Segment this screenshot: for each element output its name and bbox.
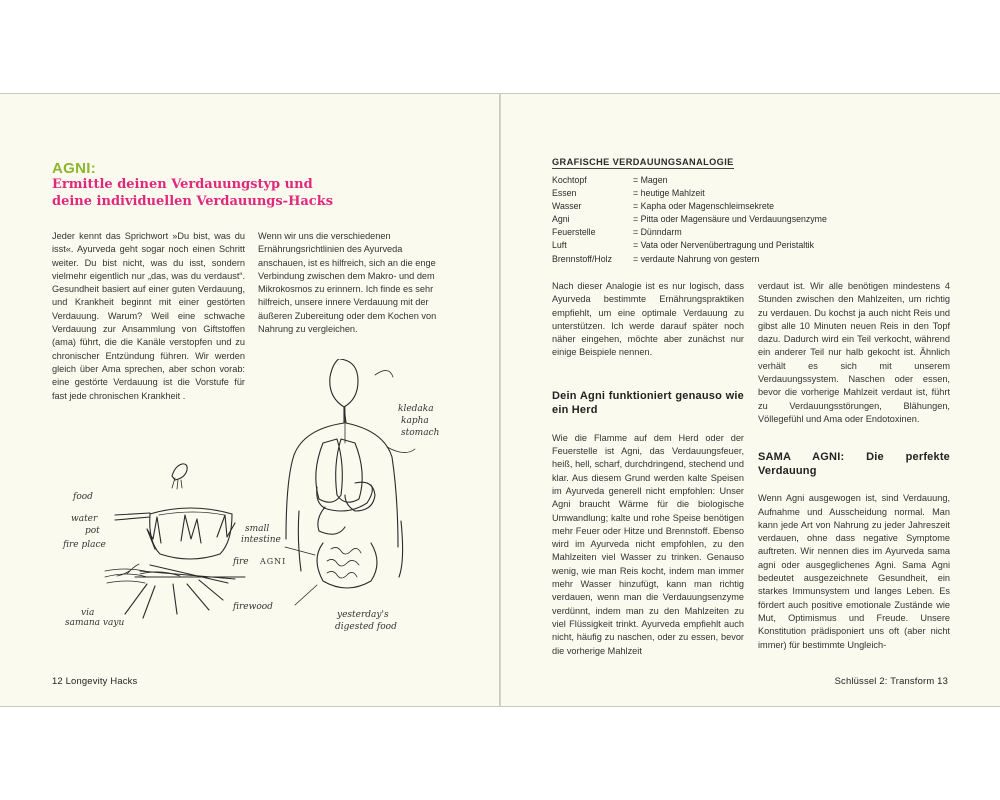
paragraph: Wenn wir uns die verschiedenen Ernährungsrichtlinien des Ayurveda anschauen, ist es hilfreich, sich an die enge Verbindung zwischen dem Makro- und dem Mikrokosmos zu erinnern. Ich finde es sehr hilfreich, unsere innere Verdauung mit der äußeren Zubereitung oder dem Kochen von Nahrung zu vergleichen. bbox=[258, 231, 437, 335]
subheading: SAMA AGNI: Die perfekte Verdauung bbox=[758, 451, 950, 478]
analogy-row: Wasser = Kapha oder Magenschleimsekrete bbox=[552, 201, 775, 212]
headline-line-1: Ermittle deinen Verdauungstyp und bbox=[52, 177, 313, 192]
body-column-3 bbox=[552, 280, 744, 658]
label-food: food bbox=[73, 492, 93, 502]
label-kledaka: kledaka bbox=[398, 404, 434, 414]
label-intestine: intestine bbox=[241, 535, 281, 545]
label-fire-place: fire place bbox=[63, 540, 106, 550]
paragraph: Wie die Flamme auf dem Herd oder der Feuerstelle ist Agni, das Verdauungsfeuer, heiß, hell, scharf, durchdringend, stechend und klar. Aus diesem Grund werden kalte Speisen im Ayurveda generell nicht empfohlen: Unser Agni braucht Wärme für die biologische Umwandlung; kalte und rohe Speise benötigen mehr Feuer oder Hitze und Brennstoff. Ebenso wird im Ayurveda nicht empfohlen, zu den Mahlzeiten viel Wasser zu trinken. Genauso wenig, wie man Reis kocht, indem man immer mehr Wasser hinzufügt, kann man richtig verdauen, wenn man die Verdauungsenzyme verdünnt, indem man zu den Mahlzeiten zu viel Flüssigkeit trinkt. Ayurveda empfiehlt auch nicht, häufig zu naschen, oder zu essen, bevor die vorherige Mahlzeit bbox=[552, 432, 744, 656]
analogy-row: Feuerstelle = Dünndarm bbox=[552, 227, 682, 238]
analogy-row: Brennstoff/Holz = verdaute Nahrung von gestern bbox=[552, 253, 760, 264]
analogy-row: Kochtopf = Magen bbox=[552, 175, 668, 185]
analogy-title: GRAFISCHE VERDAUUNGSANALOGIE bbox=[552, 157, 734, 167]
label-yesterdays: yesterday's bbox=[337, 610, 389, 620]
headline-line-2: deine individuellen Verdauungs-Hacks bbox=[52, 194, 334, 209]
left-page bbox=[0, 93, 500, 707]
paragraph: verdaut ist. Wir alle benötigen mindestens 4 Stunden zwischen den Mahlzeiten, um richtig zu verdauen. Du kochst ja auch nicht Reis und gibst alle 10 Minuten neuen Reis in den Topf dazu. Dadurch wird ein Teil verkocht, während ein anderer Teil nur halb gekocht ist. Ähnlich verhält es sich mit unserem Verdauungssystem. Naschen oder essen, bevor die vorherige Mahlzeit verdaut ist, führt zu Verdauungsstörungen, Blähungen, Völlegefühl und Ama oder Endotoxinen. bbox=[758, 281, 950, 424]
body-column-4 bbox=[758, 280, 950, 652]
paragraph: Wenn Agni ausgewogen ist, sind Verdauung, Aufnahme und Ausscheidung normal. Man kann jede Art von Nahrung zu jeder Jahreszeit verdauen, ohne dass negative Symptome auftreten. Wir nennen dies im Ayurveda sama agni oder ausgeglichenes Agni. Sama Agni bedeutet ausgezeichnete Gesundheit, ein starkes Immunsystem und langes Leben. Es fördert auch positive emotionale Zustände wie Mut, Optimismus und Freude. Unsere Konstitution prädisponiert uns oft (aber nicht immer) für bestimmte Ungleich- bbox=[758, 493, 950, 650]
label-stomach: stomach bbox=[401, 428, 440, 438]
label-agni: AGNI bbox=[260, 557, 287, 566]
paragraph: Nach dieser Analogie ist es nur logisch, dass Ayurveda bestimmte Ernährungspraktiken empfiehlt, um eine optimale Verdauung zu unterstützen. Ich werde darauf später noch näher eingehen, möchte aber zunächst nur einige Beispiele nennen. bbox=[552, 281, 744, 358]
label-firewood: firewood bbox=[233, 602, 273, 612]
analogy-row: Luft = Vata oder Nervenübertragung und Peristaltik bbox=[552, 240, 815, 251]
digestion-illustration bbox=[55, 359, 445, 649]
section-kicker: AGNI: bbox=[52, 160, 96, 177]
label-kapha: kapha bbox=[401, 416, 429, 426]
page-folio: Schlüssel 2: Transform 13 bbox=[834, 675, 948, 686]
label-water: water bbox=[71, 514, 98, 524]
paragraph: Jeder kennt das Sprichwort »Du bist, was du isst«. Ayurveda geht sogar noch einen Schritt weiter. Du bist nicht, was du isst, sondern vielmehr eigentlich nur „das, was du verdaust“. Gesundheit basiert auf einer guten Verdauung, und Krankheit beginnt mit einer gestörten Verdauung. Warum? Weil eine schwache Verdauung zur Ansammlung von Giftstoffen (ama) führt, die die Kanäle verstopfen und zu chronischer Entzündung führen. Wir werden gleich über Ama sprechen, aber schon vorab: eine gestörte Verdauung ist die Vorstufe für fast jede chronischen Krankheit . bbox=[52, 231, 245, 401]
right-page bbox=[500, 93, 1000, 707]
label-fire: fire bbox=[233, 557, 249, 567]
subheading: Dein Agni funktioniert genauso wie ein Herd bbox=[552, 389, 744, 416]
analogy-list bbox=[552, 174, 852, 266]
page-folio: 12 Longevity Hacks bbox=[52, 675, 138, 686]
body-column-2 bbox=[258, 230, 450, 336]
label-via: via bbox=[81, 608, 95, 618]
label-pot: pot bbox=[85, 526, 100, 536]
human-body-drawing bbox=[285, 359, 415, 605]
cooking-pot-drawing bbox=[105, 464, 245, 618]
label-small: small bbox=[245, 524, 270, 534]
label-samana-vayu: samana vayu bbox=[65, 618, 125, 628]
book-spread bbox=[0, 93, 1000, 707]
label-digested-food: digested food bbox=[335, 622, 397, 632]
analogy-row: Essen = heutige Mahlzeit bbox=[552, 188, 705, 199]
analogy-row: Agni = Pitta oder Magensäure und Verdauungsenzyme bbox=[552, 214, 827, 225]
page-headline bbox=[52, 176, 352, 210]
